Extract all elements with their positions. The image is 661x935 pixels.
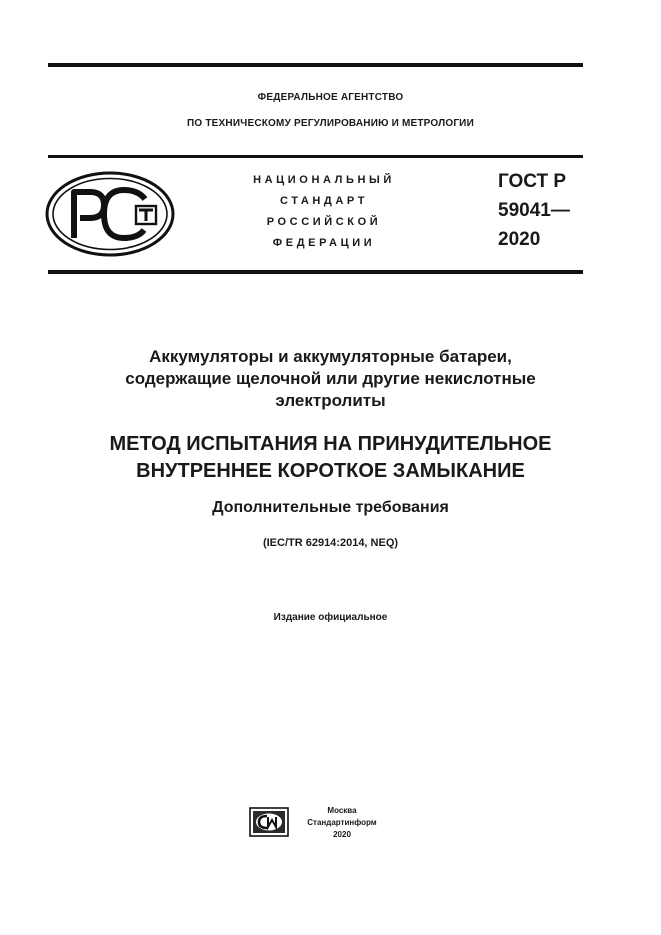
standard-code-line-3: 2020 (498, 229, 541, 250)
publisher-name: Стандартинформ (307, 818, 377, 827)
agency-line-1: ФЕДЕРАЛЬНОЕ АГЕНТСТВО (257, 92, 404, 103)
national-line-4: ФЕДЕРАЦИИ (272, 237, 376, 249)
subtitle-line-2: содержащие щелочной или другие некислотные (125, 369, 536, 388)
standard-code (498, 167, 570, 254)
publisher-year: 2020 (333, 830, 351, 839)
national-line-3: РОССИЙСКОЙ (266, 216, 382, 228)
standartinform-logo (249, 807, 289, 837)
top-rule (48, 63, 583, 67)
edition-label: Издание официальное (273, 612, 388, 623)
additional-requirements: Дополнительные требования (212, 499, 449, 516)
standard-code-line-2: 59041— (498, 200, 570, 221)
agency-line-2: ПО ТЕХНИЧЕСКОМУ РЕГУЛИРОВАНИЮ И МЕТРОЛОГИИ (187, 118, 474, 129)
standard-block-top-rule (48, 155, 583, 158)
gost-r-logo (44, 170, 178, 258)
document-title (0, 431, 661, 485)
national-line-2: СТАНДАРТ (279, 195, 369, 207)
document-subtitle (0, 346, 661, 412)
publisher-city: Москва (327, 806, 357, 815)
national-standard-text (224, 170, 424, 254)
title-line-1: МЕТОД ИСПЫТАНИЯ НА ПРИНУДИТЕЛЬНОЕ (109, 433, 552, 455)
subtitle-line-1: Аккумуляторы и аккумуляторные батареи, (149, 347, 512, 366)
national-line-1: НАЦИОНАЛЬНЫЙ (253, 174, 395, 186)
title-line-2: ВНУТРЕННЕЕ КОРОТКОЕ ЗАМЫКАНИЕ (136, 460, 525, 482)
standard-block-bottom-rule (48, 270, 583, 274)
standard-code-line-1: ГОСТ Р (498, 171, 567, 192)
subtitle-line-3: электролиты (275, 391, 386, 410)
publisher-info (292, 805, 392, 841)
international-reference: (IEC/TR 62914:2014, NEQ) (262, 537, 399, 549)
